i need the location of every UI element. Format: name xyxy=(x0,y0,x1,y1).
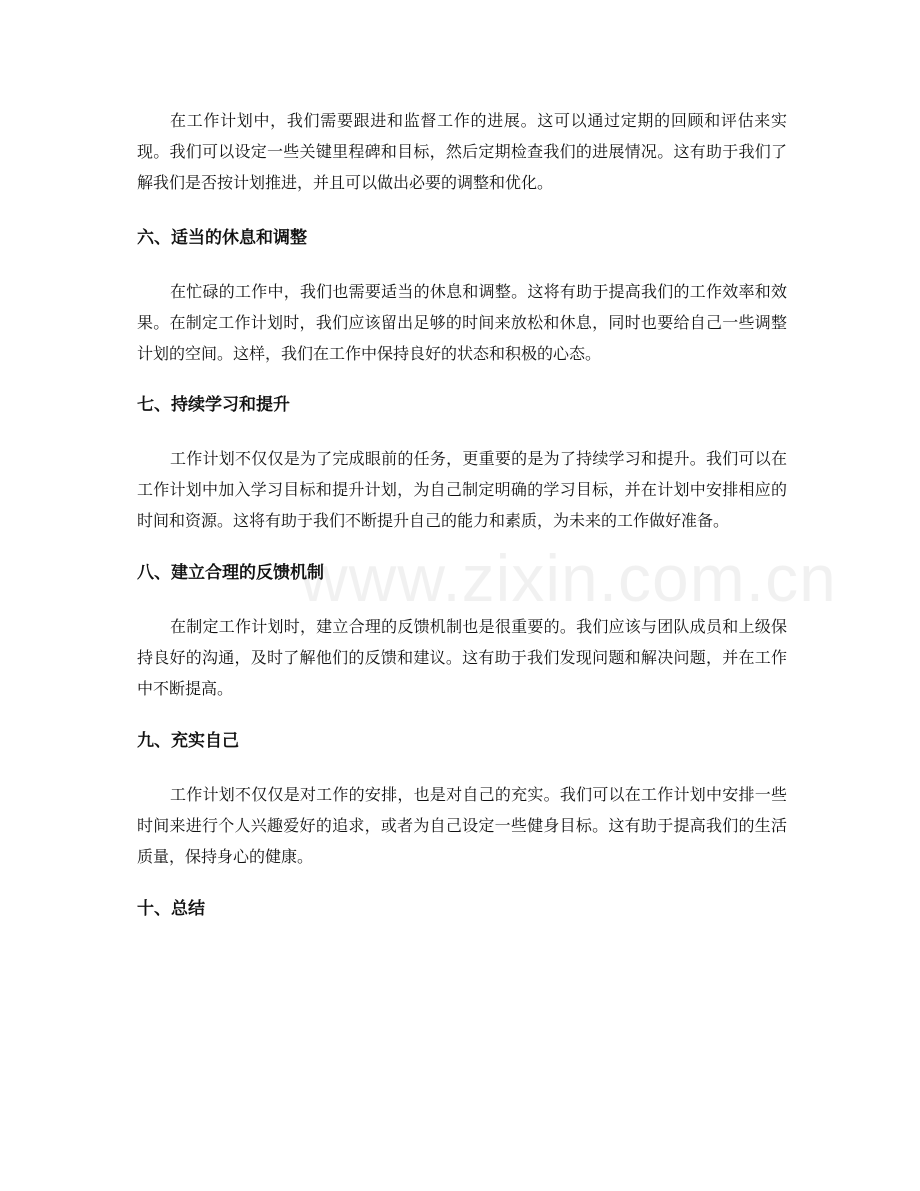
watermark-text: www.zixin.com.cn xyxy=(300,541,837,615)
section-heading-10: 十、总结 xyxy=(137,899,205,919)
section-paragraph-7: 工作计划不仅仅是为了完成眼前的任务，更重要的是为了持续学习和提升。我们可以在工作计划中加入学习目标和提升计划，为自己制定明确的学习目标，并在计划中安排相应的时间和资源。这将有助于我们不断提升自己的能力和素质，为未来的工作做好准备。 xyxy=(137,449,787,530)
section-paragraph-8: 在制定工作计划时，建立合理的反馈机制也是很重要的。我们应该与团队成员和上级保持良好的沟通，及时了解他们的反馈和建议。这有助于我们发现问题和解决问题，并在工作中不断提高。 xyxy=(137,617,787,698)
section-heading-7: 七、持续学习和提升 xyxy=(137,395,290,415)
section-heading-8: 八、建立合理的反馈机制 xyxy=(137,563,324,583)
section-heading-9: 九、充实自己 xyxy=(137,731,239,751)
intro-paragraph: 在工作计划中，我们需要跟进和监督工作的进展。这可以通过定期的回顾和评估来实现。我们可以设定一些关键里程碑和目标，然后定期检查我们的进展情况。这有助于我们了解我们是否按计划推进，并且可以做出必要的调整和优化。 xyxy=(137,111,787,192)
document-body xyxy=(137,105,837,921)
section-paragraph-9: 工作计划不仅仅是对工作的安排，也是对自己的充实。我们可以在工作计划中安排一些时间来进行个人兴趣爱好的追求，或者为自己设定一些健身目标。这有助于提高我们的生活质量，保持身心的健康。 xyxy=(137,785,787,866)
section-paragraph-6: 在忙碌的工作中，我们也需要适当的休息和调整。这将有助于提高我们的工作效率和效果。在制定工作计划时，我们应该留出足够的时间来放松和休息，同时也要给自己一些调整计划的空间。这样，我们在工作中保持良好的状态和积极的心态。 xyxy=(137,282,787,363)
section-heading-6: 六、适当的休息和调整 xyxy=(137,228,307,248)
